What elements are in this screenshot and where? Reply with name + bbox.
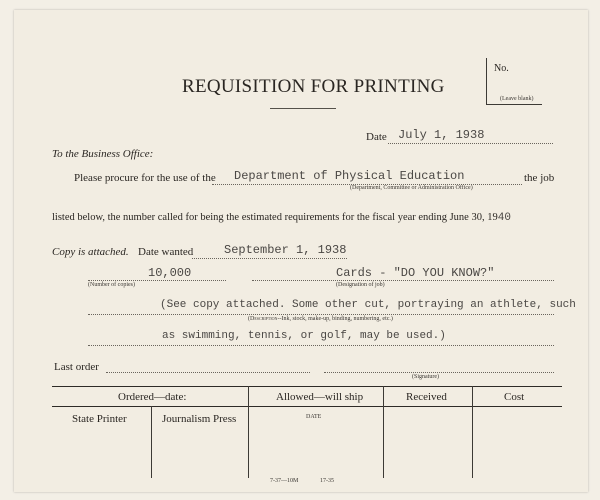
description-line-2 [88,345,554,346]
job-line [252,280,554,281]
ordered-date-header: Ordered—date: [118,391,187,403]
no-label: No. [494,63,509,74]
table-col-divider-1 [151,406,152,478]
description-caption-keyword: Description [250,316,278,322]
cost-header: Cost [504,391,525,403]
leave-blank-caption: (Leave blank) [500,96,534,102]
state-printer-cell: State Printer [72,413,127,425]
salutation: To the Business Office: [52,148,154,160]
no-box-bottom-border [486,104,542,105]
last-order-label: Last order [54,361,99,373]
date-label: Date [366,131,387,143]
description-line-2-text: as swimming, tennis, or golf, may be used.) [162,330,446,342]
no-box-left-border [486,58,487,104]
copies-caption: (Number of copies) [88,282,135,288]
title-underline [270,108,336,109]
description-line-1 [88,314,554,315]
date-value: July 1, 1938 [398,128,485,142]
copies-value: 10,000 [148,266,192,280]
description-line-1-text: (See copy attached. Some other cut, portraying an athlete, such [160,299,576,311]
requisition-form [14,10,588,492]
last-order-line [106,372,310,373]
signature-line [324,372,554,373]
date-line [388,143,553,144]
description-caption: (Description--Ink, stock, make-up, binding, numbering, etc.) [248,316,393,322]
date-subheader: DATE [306,414,322,420]
received-header: Received [406,391,447,403]
signature-caption: (Signature) [412,374,439,380]
job-caption: (Designation of job) [336,282,385,288]
copy-attached: Copy is attached. [52,246,129,258]
footer-code-2: 17-35 [320,478,334,484]
department-value: Department of Physical Education [234,169,465,183]
footer-code-1: 7-37—10M [270,478,299,484]
department-caption: (Department, Committee or Administration Office) [350,185,473,191]
description-caption-rest: --Ink, stock, make-up, binding, numbering, etc.) [277,316,393,322]
date-wanted-value: September 1, 1938 [224,243,347,257]
job-value: Cards - "DO YOU KNOW?" [336,266,495,280]
table-col-divider-3 [383,386,384,478]
journalism-press-cell: Journalism Press [162,413,237,425]
copies-line [88,280,226,281]
table-header-divider [52,406,562,407]
listed-text [52,212,511,224]
date-wanted-label: Date wanted [138,246,194,258]
table-col-divider-2 [248,386,249,478]
date-wanted-line [192,258,347,259]
fiscal-year-value: 40 [497,212,511,224]
form-title: REQUISITION FOR PRINTING [182,76,445,97]
table-top-border [52,386,562,387]
allowed-header: Allowed—will ship [276,391,364,403]
procure-text: Please procure for the use of the [74,172,216,184]
listed-sentence: listed below, the number called for being the estimated requirements for the fiscal year ending June 30, 19 [52,212,498,223]
procure-tail: the job [524,172,555,184]
table-col-divider-4 [472,386,473,478]
